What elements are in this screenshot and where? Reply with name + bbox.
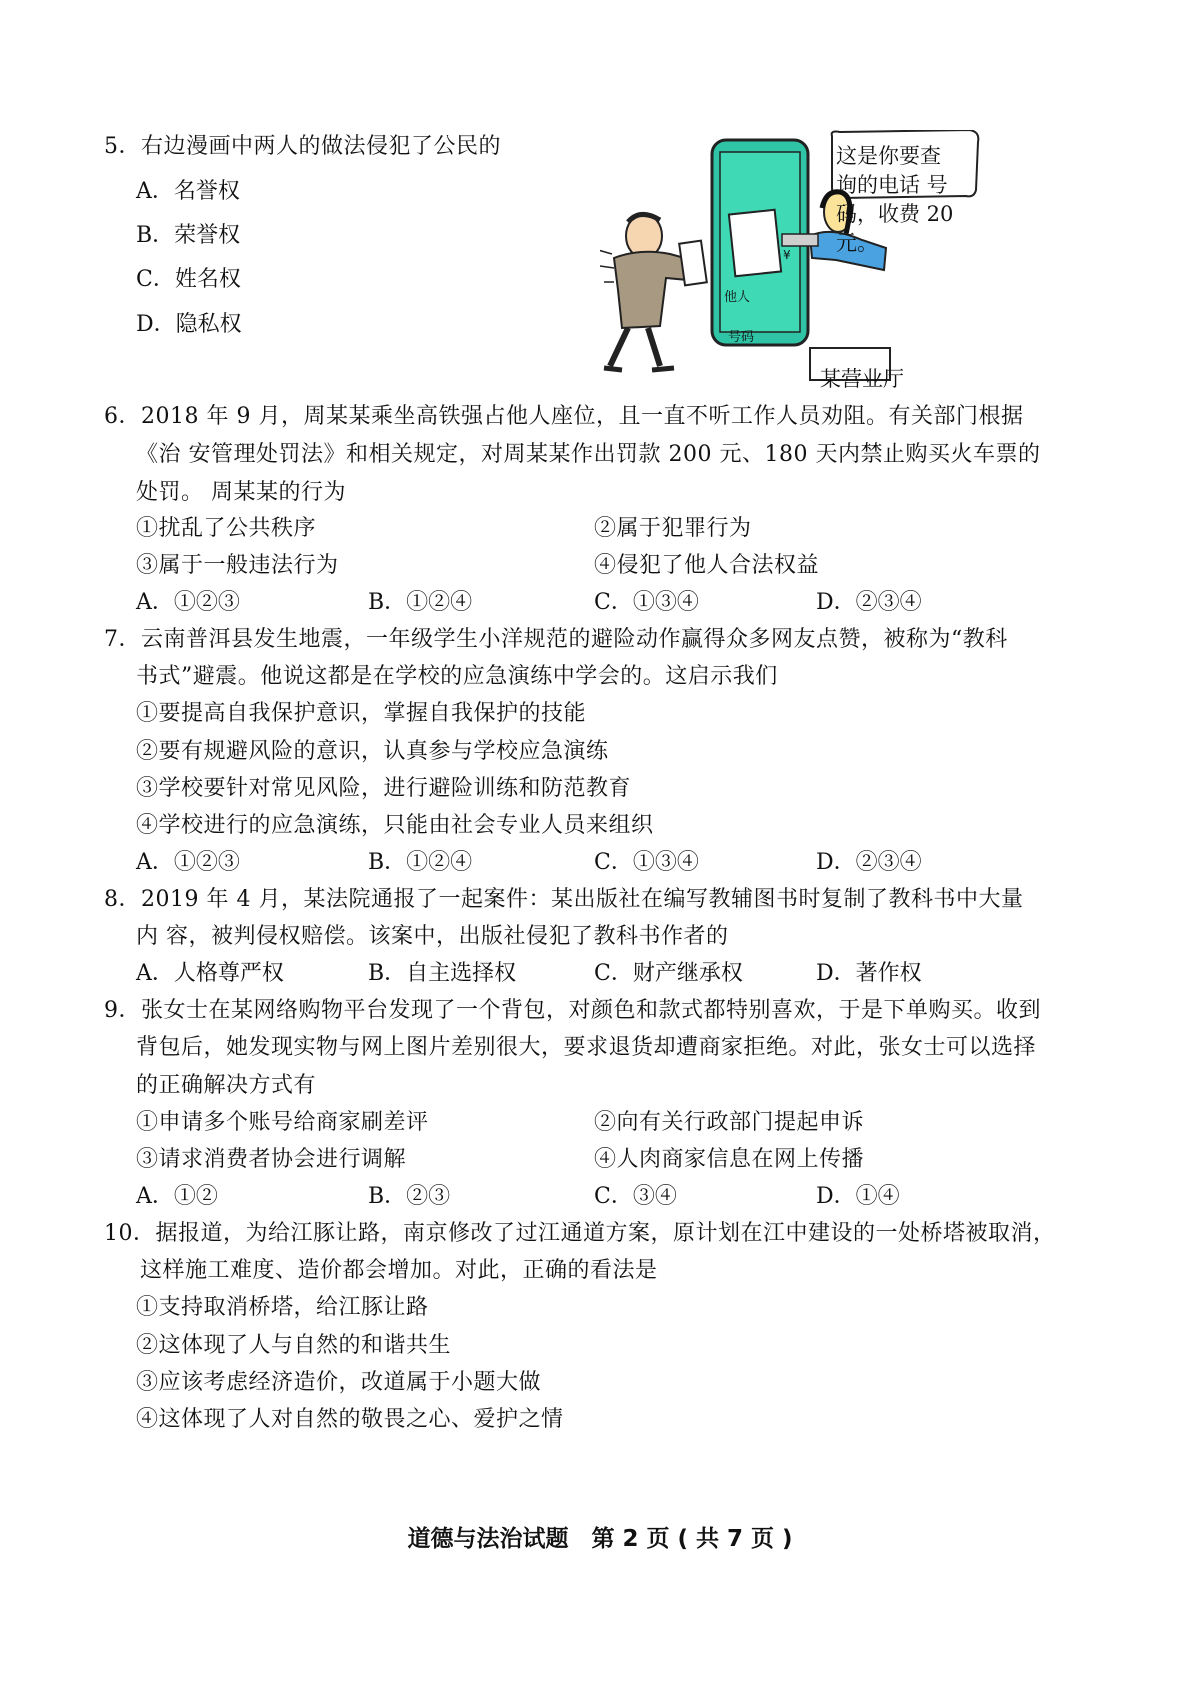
q7-option-a: A．①②③: [136, 850, 240, 875]
q9-line-3: 的正确解决方式有: [136, 1073, 317, 1098]
q8-line-2: 内 容，被判侵权赔偿。该案中，出版社侵犯了教科书作者的: [136, 924, 729, 949]
bubble-line-4: 元。: [836, 231, 878, 255]
q9-statement-3: ③请求消费者协会进行调解: [136, 1147, 407, 1172]
q6-option-d: D．②③④: [816, 590, 922, 615]
q7-option-b: B．①②④: [368, 850, 473, 875]
q10-line-1: 10．据报道，为给江豚让路，南京修改了过江通道方案，原计划在江中建设的一处桥塔被取消，: [104, 1221, 1056, 1246]
bubble-line-3: 码，收费 20: [836, 202, 954, 226]
q6-option-a: A．①②③: [136, 590, 240, 615]
q5-option-c: C．姓名权: [136, 267, 241, 292]
q5-cartoon: [600, 130, 1070, 430]
q7-statement-1: ①要提高自我保护意识，掌握自我保护的技能: [136, 701, 587, 726]
q5-option-a: A．名誉权: [136, 179, 240, 204]
q7-line-2: 书式”避震。他说这都是在学校的应急演练中学会的。这启示我们: [136, 664, 778, 689]
q7-statement-4: ④学校进行的应急演练，只能由社会专业人员来组织: [136, 813, 654, 838]
q7-line-1: 7．云南普洱县发生地震，一年级学生小洋规范的避险动作赢得众多网友点赞，被称为“教科: [104, 627, 1008, 652]
q5-option-d: D．隐私权: [136, 312, 242, 337]
phone-label-1: 他人: [724, 290, 751, 305]
q7-statement-3: ③学校要针对常见风险，进行避险训练和防范教育: [136, 776, 632, 801]
q6-option-c: C．①③④: [594, 590, 699, 615]
q7-option-c: C．①③④: [594, 850, 699, 875]
q8-option-a: A．人格尊严权: [136, 961, 284, 986]
q10-statement-1: ①支持取消桥塔，给江豚让路: [136, 1295, 429, 1320]
paper-char: ¥: [783, 248, 791, 262]
q9-line-1: 9．张女士在某网络购物平台发现了一个背包，对颜色和款式都特别喜欢，于是下单购买。收到: [104, 998, 1042, 1023]
q9-option-b: B．②③: [368, 1184, 451, 1209]
q9-option-a: A．①②: [136, 1184, 218, 1209]
q6-option-b: B．①②④: [368, 590, 473, 615]
q9-statement-1: ①申请多个账号给商家刷差评: [136, 1110, 429, 1135]
q10-line-2: 这样施工难度、造价都会增加。对此，正确的看法是: [140, 1258, 658, 1283]
q8-option-b: B．自主选择权: [368, 961, 517, 986]
q9-option-c: C．③④: [594, 1184, 677, 1209]
q8-option-d: D．著作权: [816, 961, 922, 986]
q5-option-b: B．荣誉权: [136, 223, 241, 248]
bubble-line-1: 这是你要查: [836, 144, 941, 168]
q6-statement-4: ④侵犯了他人合法权益: [594, 553, 820, 578]
q6-line-3: 处罚。 周某某的行为: [136, 480, 346, 505]
q7-statement-2: ②要有规避风险的意识，认真参与学校应急演练: [136, 739, 609, 764]
q5-stem: 5．右边漫画中两人的做法侵犯了公民的: [104, 134, 501, 159]
q9-statement-2: ②向有关行政部门提起申诉: [594, 1110, 865, 1135]
q10-statement-4: ④这体现了人对自然的敬畏之心、爱护之情: [136, 1407, 564, 1432]
phone-label-2: 号码: [728, 330, 755, 345]
q9-line-2: 背包后，她发现实物与网上图片差别很大，要求退货却遭商家拒绝。对此，张女士可以选择: [136, 1035, 1037, 1060]
q6-statement-2: ②属于犯罪行为: [594, 516, 752, 541]
q6-line-2: 《治 安管理处罚法》和相关规定，对周某某作出罚款 200 元、180 天内禁止购买火车票的: [136, 442, 1041, 467]
q6-statement-1: ①扰乱了公共秩序: [136, 516, 317, 541]
shop-label: 某营业厅: [820, 367, 904, 391]
q9-statement-4: ④人肉商家信息在网上传播: [594, 1147, 865, 1172]
q10-statement-2: ②这体现了人与自然的和谐共生: [136, 1333, 452, 1358]
q6-statement-3: ③属于一般违法行为: [136, 553, 339, 578]
q8-option-c: C．财产继承权: [594, 961, 743, 986]
bubble-line-2: 询的电话 号: [836, 173, 948, 197]
q9-option-d: D．①④: [816, 1184, 900, 1209]
q10-statement-3: ③应该考虑经济造价，改道属于小题大做: [136, 1370, 542, 1395]
q7-option-d: D．②③④: [816, 850, 922, 875]
page-footer: 道德与法治试题 第 2 页 ( 共 7 页 ): [407, 1526, 793, 1552]
q6-line-1: 6．2018 年 9 月，周某某乘坐高铁强占他人座位，且一直不听工作人员劝阻。有关部门根据: [104, 404, 1024, 429]
q8-line-1: 8．2019 年 4 月，某法院通报了一起案件：某出版社在编写教辅图书时复制了教科书中大量: [104, 887, 1024, 912]
